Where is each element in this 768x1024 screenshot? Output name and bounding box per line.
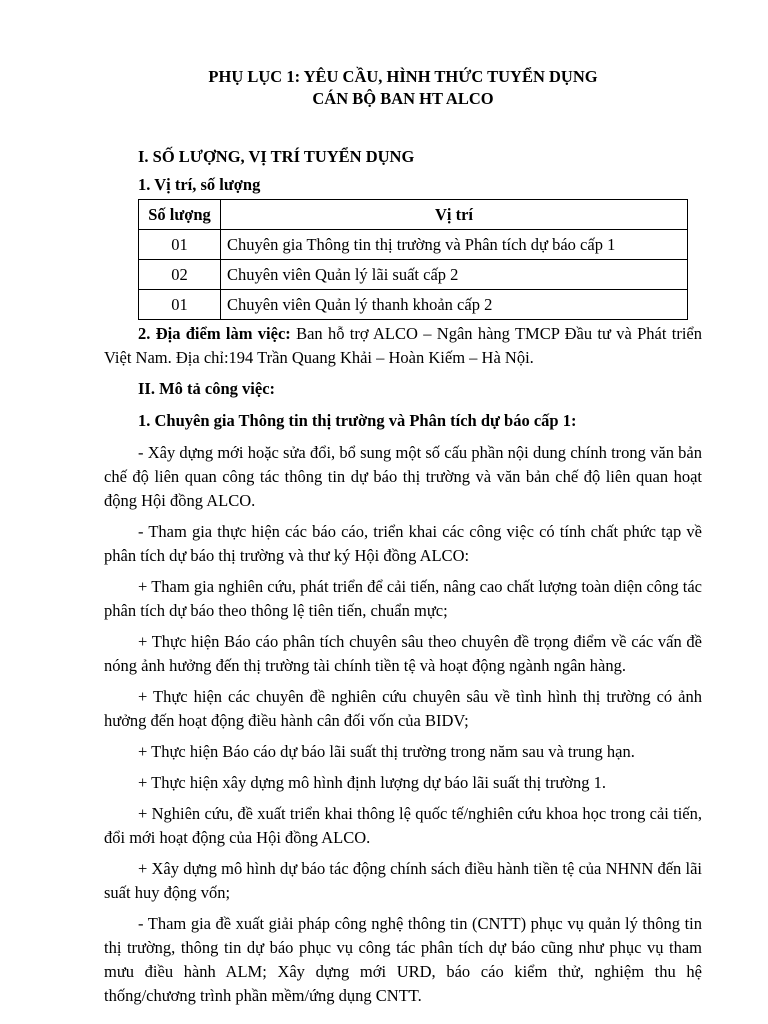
body-paragraph: + Xây dựng mô hình dự báo tác động chính sách điều hành tiền tệ của NHNN đến lãi suất huy động vốn; xyxy=(104,859,702,902)
table-cell-count: 01 xyxy=(139,230,221,260)
table-cell-count: 02 xyxy=(139,260,221,290)
body-paragraph: + Thực hiện các chuyên đề nghiên cứu chuyên sâu về tình hình thị trường có ảnh hưởng đến hoạt động điều hành cân đối vốn của BIDV; xyxy=(104,687,702,730)
table-cell-position: Chuyên viên Quản lý thanh khoản cấp 2 xyxy=(221,290,688,320)
subheading-position-count: 1. Vị trí, số lượng xyxy=(138,175,261,194)
body-paragraph: - Tham gia thực hiện các báo cáo, triển khai các công việc có tính chất phức tạp về phân tích dự báo thị trường và thư ký Hội đồng ALCO: xyxy=(104,522,702,565)
body-paragraph: + Tham gia nghiên cứu, phát triển để cải tiến, nâng cao chất lượng toàn diện công tác phân tích dự báo theo thông lệ tiên tiến, chuẩn mực; xyxy=(104,577,702,620)
table-header-row xyxy=(139,200,688,230)
body-paragraph: + Nghiên cứu, đề xuất triển khai thông lệ quốc tế/nghiên cứu khoa học trong cải tiến, đổi mới hoạt động của Hội đồng ALCO. xyxy=(104,804,702,847)
table-cell-position: Chuyên gia Thông tin thị trường và Phân tích dự báo cấp 1 xyxy=(221,230,688,260)
table-header-count: Số lượng xyxy=(139,200,221,230)
body-paragraph: - Xây dựng mới hoặc sửa đổi, bổ sung một số cấu phần nội dung chính trong văn bản chế độ liên quan công tác thông tin dự báo thị trường và văn bản chế độ liên quan hoạt động Hội đồng ALCO. xyxy=(104,443,702,510)
table-cell-count: 01 xyxy=(139,290,221,320)
table-row xyxy=(139,260,688,290)
table-row xyxy=(139,230,688,260)
section-heading-2: II. Mô tả công việc: xyxy=(138,379,276,398)
document-title-line2: CÁN BỘ BAN HT ALCO xyxy=(312,89,494,108)
table-cell-position: Chuyên viên Quản lý lãi suất cấp 2 xyxy=(221,260,688,290)
section-heading-1: I. SỐ LƯỢNG, VỊ TRÍ TUYỂN DỤNG xyxy=(138,147,415,166)
body-paragraph: + Thực hiện xây dựng mô hình định lượng dự báo lãi suất thị trường 1. xyxy=(138,773,607,792)
body-paragraph: - Tham gia đề xuất giải pháp công nghệ thông tin (CNTT) phục vụ quản lý thông tin thị trường, thông tin dự báo phục vụ công tác phân tích dự báo cũng như phục vụ tham mưu điều hành ALM; Xây dựng mới URD, báo cáo kiểm thử, nghiệm thu hệ thống/chương trình phần mềm/ứng dụng CNTT. xyxy=(104,914,702,1005)
work-location-label: 2. Địa điểm làm việc: xyxy=(138,324,291,343)
body-paragraph: + Thực hiện Báo cáo phân tích chuyên sâu theo chuyên đề trọng điểm về các vấn đề nóng ảnh hưởng đến thị trường tài chính tiền tệ và hoạt động ngành ngân hàng. xyxy=(104,632,702,675)
positions-table xyxy=(138,199,688,320)
work-location-text: Ban hỗ trợ ALCO – Ngân hàng TMCP Đầu tư và Phát triển Việt Nam. Địa chỉ:194 Trần Quang Khải – Hoàn Kiếm – Hà Nội. xyxy=(104,324,703,367)
table-row xyxy=(139,290,688,320)
body-paragraph: + Thực hiện Báo cáo dự báo lãi suất thị trường trong năm sau và trung hạn. xyxy=(138,742,635,761)
subheading-job-1: 1. Chuyên gia Thông tin thị trường và Phân tích dự báo cấp 1: xyxy=(138,411,577,430)
table-header-position: Vị trí xyxy=(221,200,688,230)
document-title-line1: PHỤ LỤC 1: YÊU CẦU, HÌNH THỨC TUYỂN DỤNG xyxy=(208,67,598,86)
work-location-paragraph xyxy=(104,322,702,370)
